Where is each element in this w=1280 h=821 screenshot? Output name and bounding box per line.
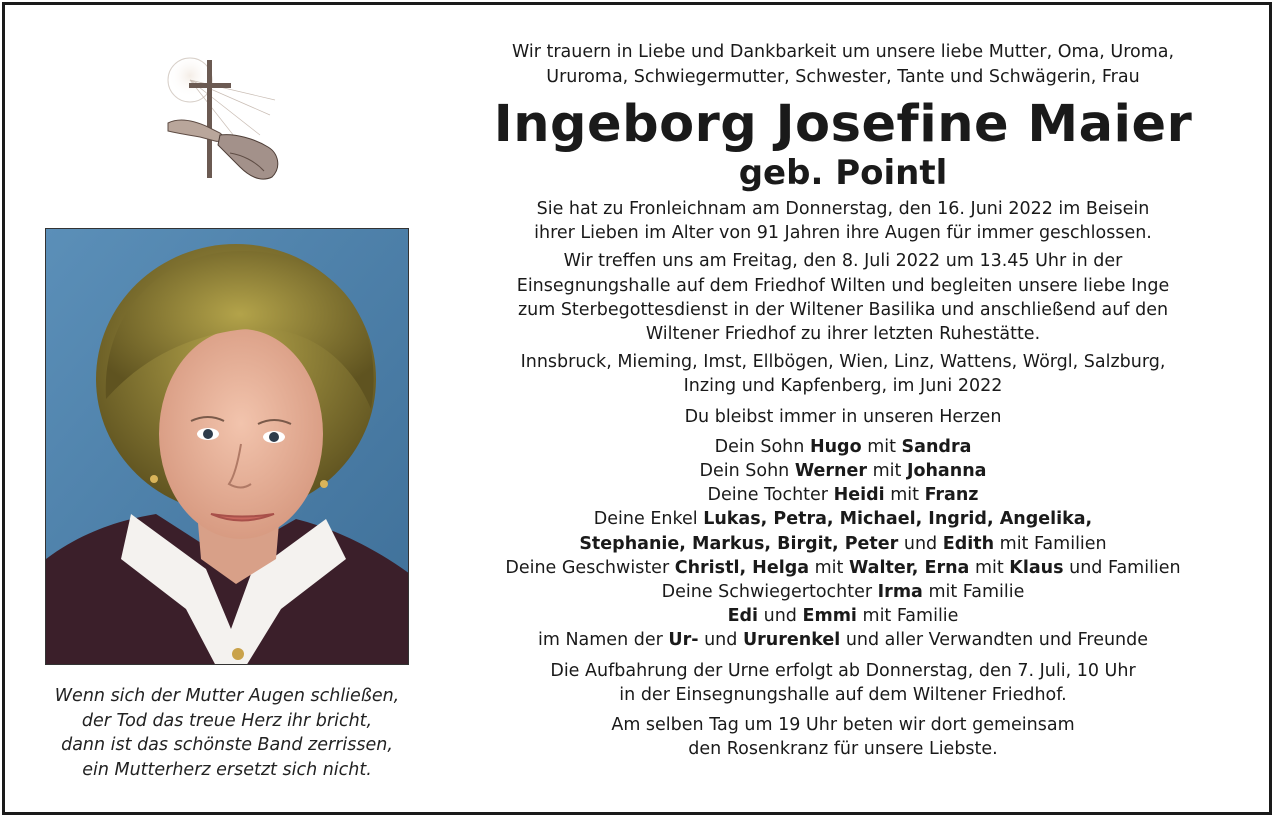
text-line: ihrer Lieben im Alter von 91 Jahren ihre Augen für immer geschlossen. bbox=[534, 223, 1152, 244]
funeral-notice bbox=[470, 249, 1216, 346]
mourner-line: Dein Sohn Werner mit Johanna bbox=[699, 461, 987, 482]
rosary-notice bbox=[470, 713, 1216, 761]
poem-line: dann ist das schönste Band zerrissen, bbox=[61, 735, 393, 755]
mourner-line: Dein Sohn Hugo mit Sandra bbox=[714, 436, 972, 457]
poem bbox=[20, 684, 434, 782]
text-line: den Rosenkranz für unsere Liebste. bbox=[688, 739, 998, 760]
birth-name: geb. Pointl bbox=[738, 153, 948, 193]
mourner-line: Deine Geschwister Christl, Helga mit Walter, Erna mit Klaus und Familien bbox=[505, 557, 1181, 578]
poem-line: der Tod das treue Herz ihr bricht, bbox=[81, 710, 373, 731]
cross-hands-emblem-icon bbox=[160, 55, 290, 190]
text-line: Sie hat zu Fronleichnam am Donnerstag, den 16. Juni 2022 im Beisein bbox=[536, 199, 1150, 219]
mourner-line: Edi und Emmi mit Familie bbox=[727, 606, 959, 627]
poem-line: Wenn sich der Mutter Augen schließen, bbox=[54, 686, 400, 706]
mourner-line: Deine Schwiegertochter Irma mit Familie bbox=[661, 582, 1025, 603]
deceased-name: Ingeborg Josefine Maier bbox=[493, 95, 1193, 154]
text-line: Wir treffen uns am Freitag, den 8. Juli 2022 um 13.45 Uhr in der bbox=[563, 251, 1123, 272]
text-line: Am selben Tag um 19 Uhr beten wir dort gemeinsam bbox=[611, 715, 1075, 736]
text-line: in der Einsegnungshalle auf dem Wiltener Friedhof. bbox=[619, 684, 1067, 705]
text-line: zum Sterbegottesdienst in der Wiltener Basilika und anschließend auf den bbox=[517, 299, 1169, 320]
text-line: Inzing und Kapfenberg, im Juni 2022 bbox=[683, 376, 1003, 397]
text-line: Innsbruck, Mieming, Imst, Ellbögen, Wien, Linz, Wattens, Wörgl, Salzburg, bbox=[520, 352, 1166, 373]
poem-line: ein Mutterherz ersetzt sich nicht. bbox=[82, 759, 372, 780]
mourner-line: Deine Tochter Heidi mit Franz bbox=[707, 485, 979, 506]
places-and-date bbox=[470, 350, 1216, 398]
mourner-line: im Namen der Ur- und Ururenkel und aller Verwandten und Freunde bbox=[537, 630, 1149, 651]
portrait-photo bbox=[45, 228, 409, 665]
death-notice bbox=[470, 197, 1216, 245]
text-line: Wiltener Friedhof zu ihrer letzten Ruhestätte. bbox=[645, 324, 1041, 345]
mourner-line: Deine Enkel Lukas, Petra, Michael, Ingrid, Angelika, bbox=[593, 509, 1093, 530]
mourner-line: Stephanie, Markus, Birgit, Peter und Edith mit Familien bbox=[579, 533, 1107, 554]
viewing-notice bbox=[470, 659, 1216, 707]
obituary-text bbox=[470, 40, 1216, 761]
mourners-list bbox=[470, 435, 1216, 653]
intro-line: Wir trauern in Liebe und Dankbarkeit um unsere liebe Mutter, Oma, Uroma, bbox=[511, 42, 1175, 62]
motto: Du bleibst immer in unseren Herzen bbox=[684, 406, 1002, 427]
text-line: Die Aufbahrung der Urne erfolgt ab Donnerstag, den 7. Juli, 10 Uhr bbox=[550, 660, 1136, 681]
intro-line: Ururoma, Schwiegermutter, Schwester, Tante und Schwägerin, Frau bbox=[546, 67, 1140, 87]
text-line: Einsegnungshalle auf dem Friedhof Wilten und begleiten unsere liebe Inge bbox=[516, 275, 1170, 296]
